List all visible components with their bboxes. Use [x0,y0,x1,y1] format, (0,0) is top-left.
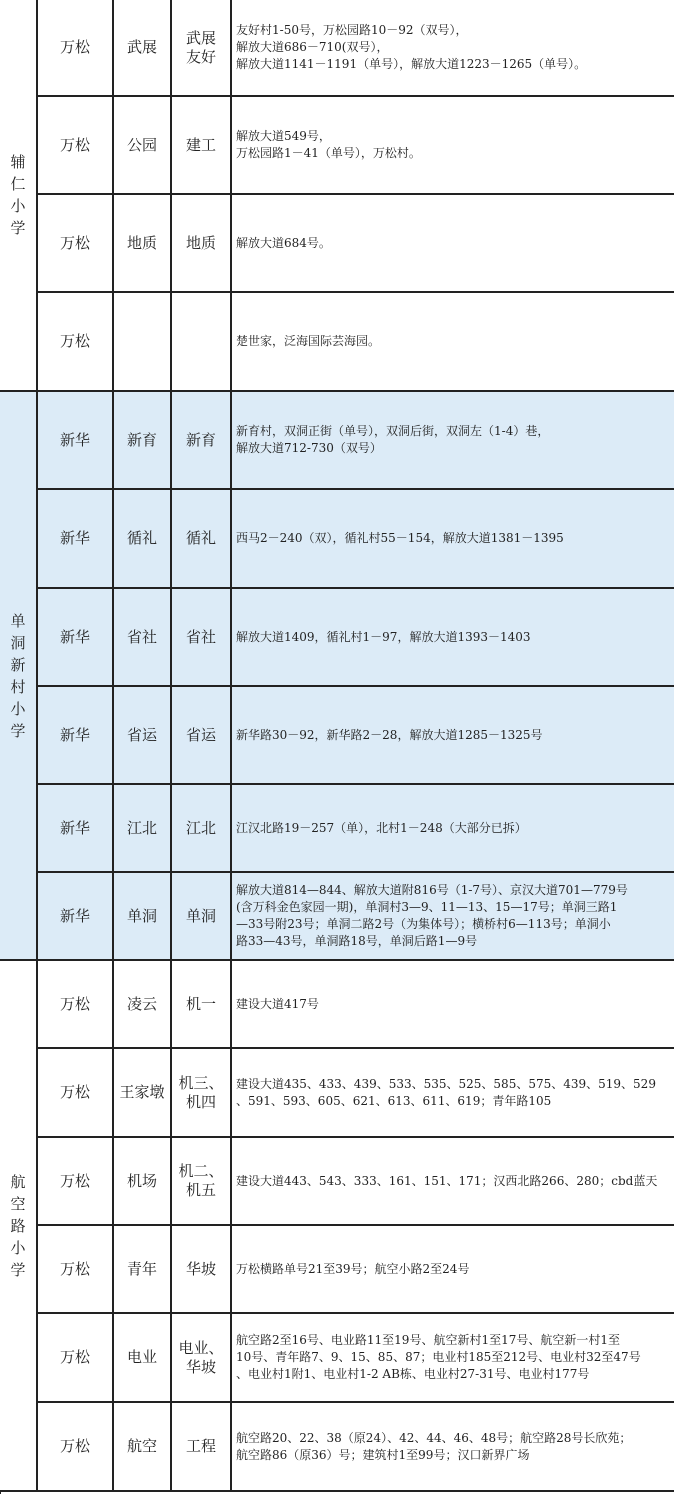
address-cell: 解放大道814—844、解放大道附816号（1-7号）、京汉大道701—779号 (含万科金色家园一期)，单洞村3—9、11—13、15—17号；单洞三路1 —33号附23号；单洞二路2号（为集体号）；横桥村6—113号；单洞小 路33—43号，单洞路18号，单洞后路1—9号 [232,873,674,961]
area-cell: 新华 [38,687,114,785]
address-cell: 建设大道435、433、439、533、535、525、585、575、439、519、529 、591、593、605、621、613、611、619；青年路105 [232,1049,674,1138]
station-cell: 华坡 [172,1226,232,1314]
address-cell: 新育村，双洞正街（单号），双洞后街，双洞左（1-4）巷， 解放大道712-730（双号） [232,392,674,490]
station-cell [172,293,232,392]
address-cell: 新华路30－92，新华路2－28，解放大道1285－1325号 [232,687,674,785]
station-cell: 地质 [172,195,232,293]
community-cell: 江北 [114,785,172,873]
station-cell: 新育 [172,392,232,490]
address-cell: 楚世家，泛海国际芸海园。 [232,293,674,392]
station-cell: 建工 [172,97,232,195]
station-cell: 江北 [172,785,232,873]
address-cell: 江汉北路19－257（单），北村1－248（大部分已拆） [232,785,674,873]
station-cell: 省运 [172,687,232,785]
station-cell: 机二、 机五 [172,1138,232,1226]
community-cell: 武展 [114,0,172,97]
station-cell: 武展 友好 [172,0,232,97]
address-cell: 航空路2至16号、电业路11至19号、航空新村1至17号、航空新一村1至 10号、青年路7、9、15、85、87；电业村185至212号、电业村32至47号 、电业村1附1、电业村1-2 AB栋、电业村27-31号、电业村177号 [232,1314,674,1403]
community-cell: 省运 [114,687,172,785]
community-cell: 电业 [114,1314,172,1403]
school-name-cell: 辅 仁 小 学 [0,0,38,392]
station-cell: 省社 [172,589,232,687]
school-name-cell: 航 空 路 小 学 [0,961,38,1492]
address-cell: 建设大道443、543、333、161、151、171；汉西北路266、280；cbd蓝天 [232,1138,674,1226]
address-cell: 友好村1-50号，万松园路10－92（双号）， 解放大道686－710(双号）， 解放大道1141－1191（单号），解放大道1223－1265（单号）。 [232,0,674,97]
community-cell: 公园 [114,97,172,195]
area-cell: 万松 [38,0,114,97]
community-cell: 循礼 [114,490,172,589]
area-cell: 新华 [38,490,114,589]
address-cell: 西马2－240（双），循礼村55－154，解放大道1381－1395 [232,490,674,589]
area-cell: 新华 [38,785,114,873]
area-cell: 万松 [38,1226,114,1314]
station-cell: 机一 [172,961,232,1049]
station-cell: 循礼 [172,490,232,589]
area-cell: 新华 [38,392,114,490]
community-cell: 单洞 [114,873,172,961]
community-cell: 地质 [114,195,172,293]
community-cell [114,293,172,392]
address-cell: 万松横路单号21至39号；航空小路2至24号 [232,1226,674,1314]
station-cell: 工程 [172,1403,232,1492]
address-cell: 建设大道417号 [232,961,674,1049]
station-cell: 单洞 [172,873,232,961]
area-cell: 万松 [38,97,114,195]
area-cell: 新华 [38,873,114,961]
area-cell: 万松 [38,1314,114,1403]
area-cell: 万松 [38,1049,114,1138]
community-cell: 机场 [114,1138,172,1226]
area-cell: 万松 [38,293,114,392]
station-cell: 电业、 华坡 [172,1314,232,1403]
area-cell: 万松 [38,961,114,1049]
school-name-cell: 单 洞 新 村 小 学 [0,392,38,961]
community-cell: 新育 [114,392,172,490]
community-cell: 省社 [114,589,172,687]
area-cell: 万松 [38,195,114,293]
address-cell: 解放大道684号。 [232,195,674,293]
community-cell: 王家墩 [114,1049,172,1138]
community-cell: 航空 [114,1403,172,1492]
area-cell: 新华 [38,589,114,687]
community-cell: 青年 [114,1226,172,1314]
station-cell: 机三、 机四 [172,1049,232,1138]
address-cell: 航空路20、22、38（原24）、42、44、46、48号；航空路28号长欣苑； 航空路86（原36）号；建筑村1至99号；汉口新界广场 [232,1403,674,1492]
community-cell: 凌云 [114,961,172,1049]
area-cell: 万松 [38,1403,114,1492]
address-cell: 解放大道1409，循礼村1－97，解放大道1393－1403 [232,589,674,687]
address-cell: 解放大道549号， 万松园路1－41（单号），万松村。 [232,97,674,195]
area-cell: 万松 [38,1138,114,1226]
